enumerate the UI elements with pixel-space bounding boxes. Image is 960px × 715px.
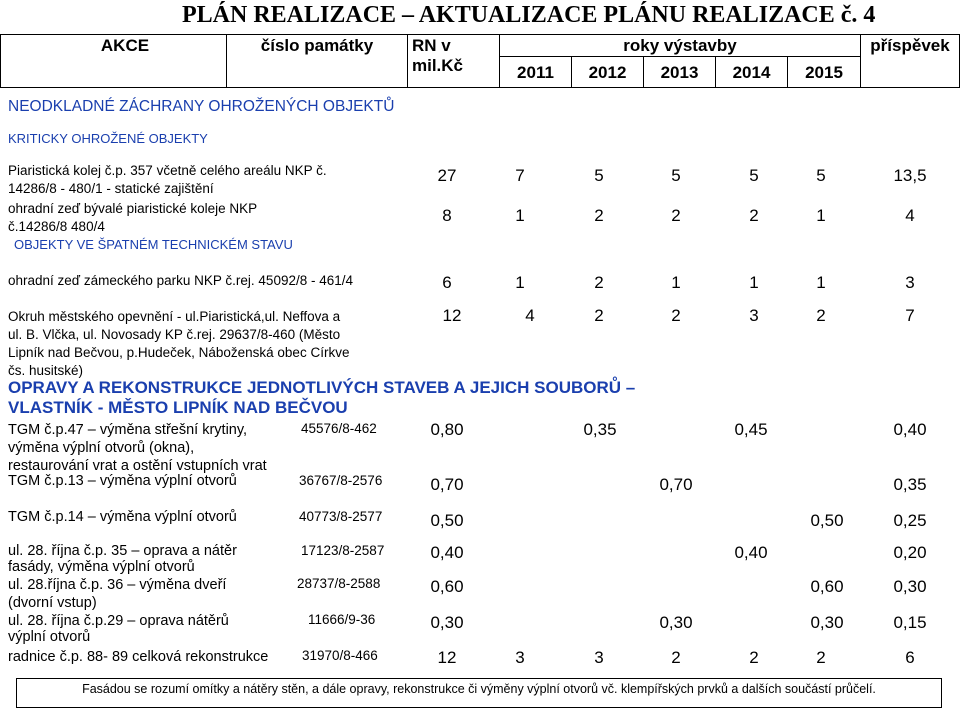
value-cell: 0,30 (893, 577, 927, 596)
value-cell: 0,50 (810, 511, 844, 530)
section-title: OPRAVY A REKONSTRUKCE JEDNOTLIVÝCH STAVEB A JEJICH SOUBORŮ – (8, 378, 636, 397)
value-cell: 0,35 (583, 420, 617, 439)
value-cell: 4 (525, 306, 535, 325)
row-label-line: ul. 28.října č.p. 36 – výměna dveří (8, 577, 227, 593)
value-cell: 6 (905, 648, 915, 667)
value-cell: 2 (816, 648, 826, 667)
value-cell: 0,30 (430, 613, 464, 632)
row-label-line: výplní otvorů (8, 629, 91, 645)
value-cell: 0,35 (893, 475, 927, 494)
monument-code: 31970/8-466 (302, 648, 378, 663)
row-label-line: fasády, výměna výplní otvorů (8, 559, 195, 575)
row-label-line: Okruh městského opevnění - ul.Piaristická,ul. Neffova a (8, 309, 341, 324)
value-cell: 0,60 (430, 577, 464, 596)
monument-code: 17123/8-2587 (301, 543, 385, 558)
header-year: 2012 (588, 63, 627, 82)
value-cell: 7 (515, 166, 525, 185)
value-cell: 13,5 (893, 166, 927, 185)
header-roky: roky výstavby (623, 36, 737, 55)
value-cell: 1 (816, 206, 826, 225)
row-label-line: Piaristická kolej č.p. 357 včetně celého areálu NKP č. (8, 163, 327, 178)
value-cell: 0,60 (810, 577, 844, 596)
value-cell: 0,20 (893, 543, 927, 562)
row-label-line: TGM č.p.47 – výměna střešní krytiny, (8, 422, 248, 438)
value-cell: 8 (442, 206, 452, 225)
value-cell: 2 (749, 648, 759, 667)
row-label-line: čs. husitské) (8, 363, 84, 378)
header-rn-line1: RN v (412, 36, 451, 55)
section-title: VLASTNÍK - MĚSTO LIPNÍK NAD BEČVOU (8, 398, 348, 417)
value-cell: 3 (749, 306, 759, 325)
row-label-line: Lipník nad Bečvou, p.Hudeček, Náboženská obec Církve (8, 345, 350, 360)
row-label-line: restaurování vrat a ostění vstupních vrat (8, 458, 267, 474)
value-cell: 4 (905, 206, 915, 225)
header-bottom-border (0, 87, 960, 88)
row-label-line: TGM č.p.13 – výměna výplní otvorů (8, 473, 237, 489)
value-cell: 2 (671, 306, 681, 325)
value-cell: 12 (442, 306, 462, 325)
value-cell: 0,50 (430, 511, 464, 530)
value-cell: 1 (515, 206, 525, 225)
value-cell: 0,30 (810, 613, 844, 632)
section-title: NEODKLADNÉ ZÁCHRANY OHROŽENÝCH OBJEKTŮ (8, 98, 395, 115)
footnote-box (16, 678, 942, 708)
value-cell: 2 (594, 306, 604, 325)
value-cell: 0,70 (659, 475, 693, 494)
value-cell: 2 (594, 273, 604, 292)
header-divider (407, 34, 408, 88)
header-left-border (0, 34, 1, 88)
header-year: 2013 (660, 63, 699, 82)
value-cell: 5 (749, 166, 759, 185)
value-cell: 3 (594, 648, 604, 667)
monument-code: 36767/8-2576 (299, 473, 383, 488)
value-cell: 1 (671, 273, 681, 292)
row-label-line: TGM č.p.14 – výměna výplní otvorů (8, 509, 237, 525)
value-cell: 5 (671, 166, 681, 185)
value-cell: 2 (816, 306, 826, 325)
value-cell: 3 (515, 648, 525, 667)
value-cell: 7 (905, 306, 915, 325)
value-cell: 5 (594, 166, 604, 185)
header-divider (226, 34, 227, 88)
row-label-line: ul. B. Vlčka, ul. Novosady KP č.rej. 29637/8-460 (Město (8, 327, 341, 342)
value-cell: 0,15 (893, 613, 927, 632)
row-label-line: (dvorní vstup) (8, 595, 97, 611)
header-rn-line2: mil.Kč (412, 56, 464, 75)
value-cell: 6 (442, 273, 452, 292)
value-cell: 0,30 (659, 613, 693, 632)
row-label-line: 14286/8 - 480/1 - statické zajištění (8, 181, 214, 196)
value-cell: 2 (671, 206, 681, 225)
section-subtitle: KRITICKY OHROŽENÉ OBJEKTY (8, 131, 208, 146)
value-cell: 2 (594, 206, 604, 225)
row-label-line: radnice č.p. 88- 89 celková rekonstrukce (8, 649, 269, 665)
section-subtitle: OBJEKTY VE ŠPATNÉM TECHNICKÉM STAVU (14, 237, 293, 252)
row-label-line: ul. 28. října č.p.29 – oprava nátěrů (8, 613, 229, 629)
monument-code: 11666/9-36 (308, 612, 376, 627)
value-cell: 1 (816, 273, 826, 292)
value-cell: 1 (749, 273, 759, 292)
row-label-line: ohradní zeď bývalé piaristické koleje NKP (8, 201, 258, 216)
value-cell: 0,25 (893, 511, 927, 530)
monument-code: 40773/8-2577 (299, 509, 383, 524)
row-label-line: č.14286/8 480/4 (8, 219, 105, 234)
value-cell: 0,40 (734, 543, 768, 562)
value-cell: 3 (905, 273, 915, 292)
header-year: 2015 (805, 63, 843, 82)
value-cell: 0,70 (430, 475, 464, 494)
header-prispevek: příspěvek (870, 36, 950, 55)
value-cell: 2 (749, 206, 759, 225)
value-cell: 2 (671, 648, 681, 667)
value-cell: 0,40 (893, 420, 927, 439)
row-label-line: ul. 28. října č.p. 35 – oprava a nátěr (8, 543, 237, 559)
header-cislo: číslo památky (260, 36, 374, 55)
row-label-line: výměna výplní otvorů (okna), (8, 440, 195, 456)
value-cell: 0,45 (734, 420, 768, 439)
header-top-border (0, 34, 960, 35)
value-cell: 0,80 (430, 420, 464, 439)
page-title: PLÁN REALIZACE – AKTUALIZACE PLÁNU REALIZACE č. 4 (182, 2, 876, 28)
value-cell: 0,40 (430, 543, 464, 562)
header-years-divider (499, 56, 861, 57)
header-year: 2014 (732, 63, 771, 82)
footnote: Fasádou se rozumí omítky a nátěry stěn, a dále opravy, rekonstrukce či výměny výplní otvorů vč. klempířských prvků a dalších součástí průčelí. (82, 682, 876, 696)
row-label-line: ohradní zeď zámeckého parku NKP č.rej. 45092/8 - 461/4 (8, 273, 354, 288)
value-cell: 27 (437, 166, 457, 185)
monument-code: 28737/8-2588 (297, 576, 381, 591)
value-cell: 5 (816, 166, 826, 185)
header-akce: AKCE (100, 36, 150, 55)
value-cell: 1 (515, 273, 525, 292)
value-cell: 12 (437, 648, 457, 667)
header-year: 2011 (517, 63, 554, 82)
monument-code: 45576/8-462 (301, 421, 377, 436)
